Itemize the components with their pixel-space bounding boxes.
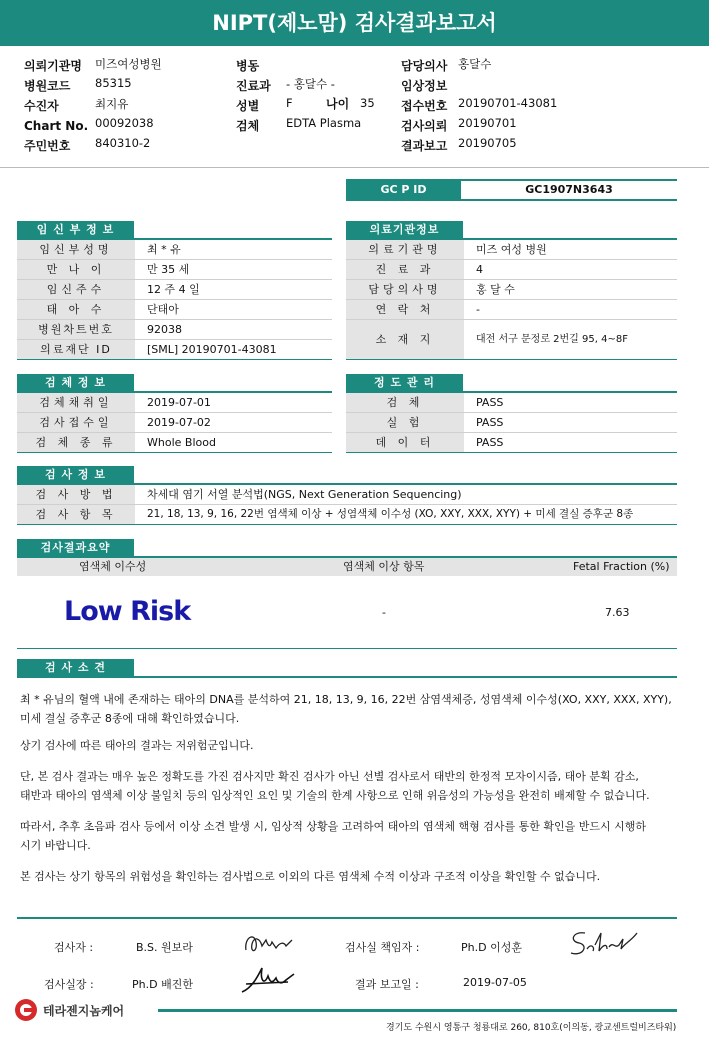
company-logo-icon [15, 999, 37, 1021]
summary-bottom-line [17, 648, 677, 649]
opinion-line: 따라서, 추후 초음파 검사 등에서 이상 소견 발생 시, 임상적 상황을 고려하여 태아의 염색체 핵형 검사를 통한 확인을 반드시 시행하 [20, 820, 646, 833]
report-date: 2019-07-05 [463, 976, 527, 989]
table-row [17, 393, 332, 412]
opinion-line: 단, 본 검사 결과는 매우 높은 정확도를 가진 검사지만 확진 검사가 아닌 선별 검사로서 태반의 한정적 모자이시즘, 태아 분획 감소, [20, 770, 639, 783]
table-row [17, 300, 332, 319]
row-value: 최 * 유 [147, 243, 181, 256]
patient-info-table [17, 240, 332, 360]
header-value: 840310-2 [95, 136, 151, 150]
director-signature [238, 962, 300, 998]
gcpid-value: GC1907N3643 [525, 183, 613, 196]
summary-col1: 염색체 이수성 [79, 560, 147, 573]
row-label: 진 료 과 [346, 260, 464, 279]
age-value: 35 [360, 96, 375, 110]
company-name: 테라젠지놈케어 [43, 1004, 125, 1018]
specimen-info-table [17, 393, 332, 453]
summary-col3: Fetal Fraction (%) [573, 560, 670, 573]
row-label: 의료재단 ID [17, 340, 135, 359]
header-label: Chart No. [24, 119, 89, 133]
opinion-line: 상기 검사에 따른 태아의 결과는 저위험군입니다. [20, 739, 254, 752]
summary-col2: 염색체 이상 항목 [343, 560, 425, 573]
header-col3 [401, 55, 611, 155]
table-row [17, 505, 677, 524]
header-label: 병동 [236, 59, 260, 73]
header-label: 담당의사 [401, 59, 448, 73]
opinion-line: 본 검사는 상기 항목의 위험성을 확인하는 검사법으로 이외의 다른 염색체 수적 이상과 구조적 이상을 확인할 수 없습니다. [20, 870, 601, 883]
report-date-label: 결과 보고일 : [355, 978, 419, 991]
section-title-test: 검 사 정 보 [17, 466, 134, 484]
table-row [17, 433, 332, 452]
age-label: 나이 [326, 97, 350, 111]
footer-line [158, 1009, 677, 1012]
table-row [17, 280, 332, 299]
tester-label: 검사자 : [54, 941, 94, 954]
header-value: EDTA Plasma [286, 116, 362, 130]
row-label: 임신부성명 [17, 240, 135, 259]
row-value: 대전 서구 문정로 2번길 95, 4~8F [476, 334, 628, 345]
row-value: 차세대 염기 서열 분석법(NGS, Next Generation Sequencing) [147, 488, 462, 501]
row-label: 검 사 항 목 [17, 505, 135, 524]
row-label: 병원차트번호 [17, 320, 135, 339]
row-value: [SML] 20190701-43081 [147, 343, 277, 356]
row-label: 데 이 터 [346, 433, 464, 452]
qc-table [346, 393, 677, 453]
table-row [17, 485, 677, 504]
row-value: 홍 달 수 [476, 283, 515, 296]
table-row [17, 320, 332, 339]
header-label: 주민번호 [24, 139, 71, 153]
lab-head-label: 검사실 책임자 : [345, 941, 420, 954]
tester-signature [240, 928, 300, 958]
header-label: 접수번호 [401, 99, 448, 113]
row-value: PASS [476, 436, 504, 449]
test-info-table [17, 485, 677, 525]
section-line [17, 676, 677, 678]
section-title-qc: 정 도 관 리 [346, 374, 463, 392]
summary-abnormal: - [382, 606, 386, 619]
row-value: 2019-07-02 [147, 416, 211, 429]
header-value: 20190705 [458, 136, 517, 150]
section-title-hospital: 의료기관정보 [346, 221, 463, 239]
row-label: 태 아 수 [17, 300, 135, 319]
header-col2 [236, 55, 396, 135]
row-label: 검사접수일 [17, 413, 135, 432]
table-row [17, 240, 332, 259]
section-title-summary: 검사결과요약 [17, 539, 134, 557]
summary-fetal-fraction: 7.63 [605, 606, 630, 619]
table-row [346, 393, 677, 412]
tester-name: B.S. 원보라 [136, 941, 193, 954]
row-value: PASS [476, 396, 504, 409]
header-label: 의뢰기관명 [24, 59, 82, 73]
gcpid-label: GC P ID [346, 179, 461, 201]
table-row [346, 433, 677, 452]
opinion-line: 시기 바랍니다. [20, 839, 91, 852]
section-title-patient: 임 신 부 정 보 [17, 221, 134, 239]
header-label: 검체 [236, 119, 260, 133]
header-value: 20190701 [458, 116, 517, 130]
row-label: 담당의사명 [346, 280, 464, 299]
header-label: 검사의뢰 [401, 119, 448, 133]
header-label: 수진자 [24, 99, 59, 113]
opinion-line: 태반과 태아의 염색체 이상 불일치 등의 임상적인 요인 및 기술의 한계 사항으로 인해 위음성의 가능성을 완전히 배제할 수 없습니다. [20, 789, 650, 802]
row-label: 실 험 [346, 413, 464, 432]
opinion-line: 미세 결실 증후군 8종에 대해 확인하였습니다. [20, 712, 240, 725]
hospital-info-table [346, 240, 677, 360]
company-address: 경기도 수원시 영통구 청룡대로 260, 810호(이의동, 광교센트럴비즈타워) [386, 1023, 677, 1033]
row-value: 만 35 세 [147, 263, 190, 276]
header-label: 진료과 [236, 79, 271, 93]
header-value: 20190701-43081 [458, 96, 558, 110]
row-value: Whole Blood [147, 436, 216, 449]
lab-head-signature [565, 925, 645, 960]
row-value: 2019-07-01 [147, 396, 211, 409]
table-row [346, 240, 677, 259]
section-title-specimen: 검 체 정 보 [17, 374, 134, 392]
header-value: F [286, 96, 293, 110]
signature-top-line [17, 917, 677, 919]
summary-header [17, 558, 677, 576]
header-label: 임상정보 [401, 79, 448, 93]
header-value: 홍달수 [458, 57, 492, 71]
row-label: 연 락 처 [346, 300, 464, 319]
row-value: PASS [476, 416, 504, 429]
row-label: 검 체 종 류 [17, 433, 135, 452]
table-row [346, 280, 677, 299]
opinion-line: 최 * 유님의 혈액 내에 존재하는 태아의 DNA를 분석하여 21, 18, 13, 9, 16, 22번 삼염색체증, 성염색체 이수성(XO, XXY, XXX, XYY), [20, 693, 672, 706]
row-label: 만 나 이 [17, 260, 135, 279]
row-value: 92038 [147, 323, 182, 336]
row-value: - [476, 303, 480, 316]
director-name: Ph.D 배진한 [132, 978, 193, 991]
header-value: 최지유 [95, 97, 129, 111]
table-row [17, 260, 332, 279]
header-value: 미즈여성병원 [95, 57, 162, 71]
header-divider [0, 167, 709, 168]
table-row [346, 320, 677, 359]
row-value: 단태아 [147, 303, 179, 316]
row-value: 미즈 여성 병원 [476, 243, 547, 256]
row-label: 소 재 지 [346, 320, 464, 359]
row-value: 12 주 4 일 [147, 283, 200, 296]
header-col1 [24, 55, 224, 155]
table-row [346, 300, 677, 319]
row-label: 검체채취일 [17, 393, 135, 412]
lab-head-name: Ph.D 이성훈 [461, 941, 522, 954]
header-label: 성별 [236, 99, 260, 113]
table-row [346, 260, 677, 279]
table-row [17, 340, 332, 359]
row-label: 임신주수 [17, 280, 135, 299]
director-label: 검사실장 : [44, 978, 94, 991]
row-label: 검 체 [346, 393, 464, 412]
header-value: - 홍달수 - [286, 77, 335, 91]
opinion-text [20, 690, 690, 886]
table-row [17, 413, 332, 432]
row-value: 4 [476, 263, 483, 276]
gcpid-box [346, 179, 677, 201]
result-low-risk: Low Risk [64, 596, 191, 627]
header-value: 00092038 [95, 116, 154, 130]
row-value: 21, 18, 13, 9, 16, 22번 염색체 이상 + 성염색체 이수성 (XO, XXY, XXX, XYY) + 미세 결실 증후군 8종 [147, 508, 634, 520]
row-label: 검 사 방 법 [17, 485, 135, 504]
report-title: NIPT(제노맘) 검사결과보고서 [0, 0, 709, 46]
header-label: 결과보고 [401, 139, 448, 153]
table-row [346, 413, 677, 432]
section-title-opinion: 검 사 소 견 [17, 659, 134, 677]
header-label: 병원코드 [24, 79, 71, 93]
row-label: 의료기관명 [346, 240, 464, 259]
header-value: 85315 [95, 76, 132, 90]
